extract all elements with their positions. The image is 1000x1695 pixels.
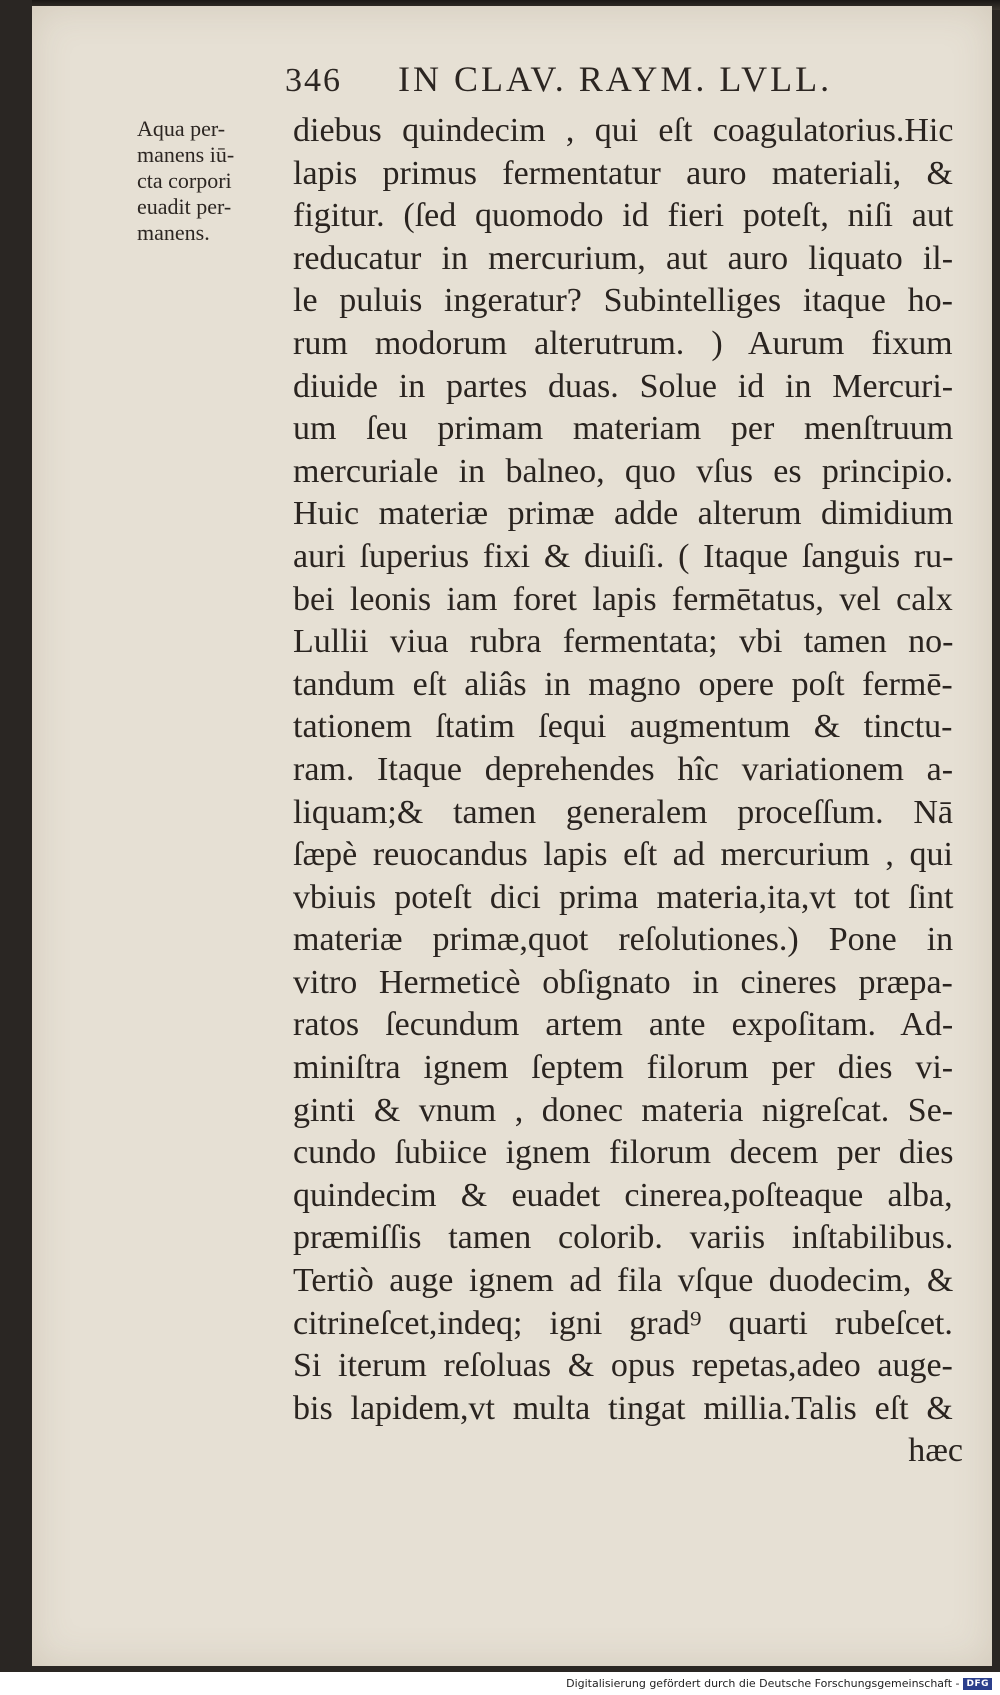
running-header [285, 58, 905, 100]
text-line: tandum eſt aliâs in magno opere poſt fermē- [293, 665, 953, 703]
margin-note-line: Aqua per- [137, 116, 226, 141]
text-line: cundo ſubiice ignem filorum decem per dies [293, 1134, 954, 1172]
text-line: bis lapidem,vt multa tingat millia.Talis eſt & [293, 1389, 953, 1427]
text-line: rum modorum alterutrum. ) Aurum fixum [293, 324, 953, 362]
text-line: ram. Itaque deprehendes hîc variationem a- [293, 750, 954, 788]
text-line: Lullii viua rubra fermentata; vbi tamen no- [293, 623, 954, 661]
text-line: Huic materiæ primæ adde alterum dimidium [293, 495, 954, 533]
margin-note [137, 116, 287, 246]
catchword: hæc [908, 1432, 963, 1470]
text-line: diuide in partes duas. Solue id in Mercuri- [293, 367, 954, 405]
text-line: mercuriale in balneo, quo vſus es principio. [293, 452, 954, 490]
text-line: vbiuis poteſt dici prima materia,ita,vt tot ſint [293, 878, 954, 916]
text-line: vitro Hermeticè obſignato in cineres præpa- [293, 963, 953, 1001]
text-line: auri ſuperius fixi & diuiſi. ( Itaque ſanguis ru- [293, 537, 954, 575]
text-line: Si iterum reſoluas & opus repetas,adeo auge- [293, 1347, 953, 1385]
text-line: miniſtra ignem ſeptem filorum per dies vi- [293, 1049, 954, 1087]
text-line: Tertiò auge ignem ad fila vſque duodecim, & [293, 1262, 954, 1300]
margin-note-line: cta corpori [137, 168, 232, 193]
text-line: ratos ſecundum artem ante expoſitam. Ad- [293, 1006, 954, 1044]
dfg-logo: DFG [963, 1678, 992, 1690]
running-title: IN CLAV. RAYM. LVLL. [398, 59, 833, 99]
text-line: ſæpè reuocandus lapis eſt ad mercurium , qui [293, 836, 953, 874]
text-line: materiæ primæ,quot reſolutiones.) Pone in [293, 921, 954, 959]
page-number: 346 [285, 62, 342, 99]
margin-note-line: manens iū- [137, 142, 235, 167]
body-text [293, 110, 963, 1473]
text-line: præmiſſis tamen colorib. variis inſtabilibus. [293, 1219, 954, 1257]
text-line: um ſeu primam materiam per menſtruum [293, 410, 954, 448]
margin-note-line: euadit per- [137, 194, 232, 219]
text-line: figitur. (ſed quomodo id fieri poteſt, niſi aut [293, 197, 954, 235]
footer-credit: Digitalisierung gefördert durch die Deutsche Forschungsgemeinschaft - [566, 1677, 960, 1690]
digitization-footer [0, 1672, 1000, 1695]
text-line: liquam;& tamen generalem proceſſum. Nā [293, 793, 953, 831]
text-line: ginti & vnum , donec materia nigreſcat. Se- [293, 1091, 954, 1129]
text-line: bei leonis iam foret lapis fermētatus, vel calx [293, 580, 953, 618]
text-line: lapis primus fermentatur auro materiali, & [293, 154, 953, 192]
text-line: le puluis ingeratur? Subintelliges itaque ho- [293, 282, 953, 320]
margin-note-line: manens. [137, 220, 210, 245]
text-line: quindecim & euadet cinerea,poſteaque alba, [293, 1176, 953, 1214]
text-line: diebus quindecim , qui eſt coagulatorius.Hic [293, 112, 954, 149]
text-line: tationem ſtatim ſequi augmentum & tinctu- [293, 708, 953, 746]
text-line: reducatur in mercurium, aut auro liquato il- [293, 239, 954, 277]
text-line: citrineſcet,indeq; igni grad⁹ quarti rubeſcet. [293, 1304, 953, 1342]
